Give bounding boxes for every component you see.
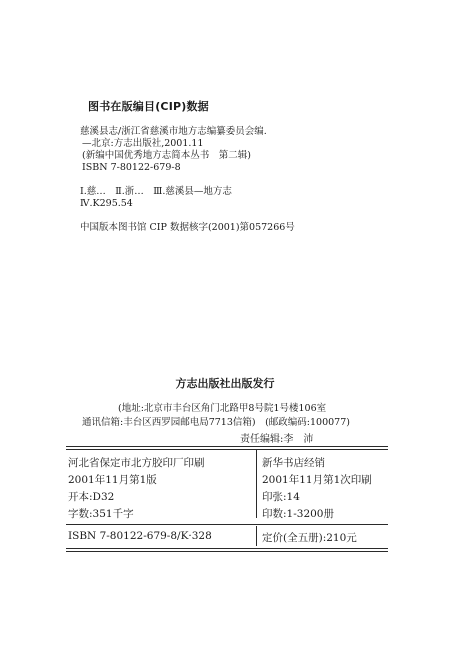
cip-subjects: Ⅰ.慈… Ⅱ.浙… Ⅲ.慈溪县—地方志: [80, 186, 232, 197]
cip-classification: Ⅳ.K295.54: [80, 198, 133, 209]
cip-entry-title: 慈溪县志/浙江省慈溪市地方志编纂委员会编.: [80, 126, 267, 137]
responsible-editor: 责任编辑:李 沛: [240, 434, 314, 445]
colophon-mid-rule: [66, 524, 388, 525]
distributor: 新华书店经销: [262, 457, 325, 469]
publisher-title: 方志出版社出版发行: [175, 377, 275, 390]
cip-series: (新编中国优秀地方志简本丛书 第二辑): [82, 150, 251, 161]
word-count: 字数:351千字: [68, 508, 134, 520]
price: 定价(全五册):210元: [262, 532, 357, 544]
printer: 河北省保定市北方胶印厂印刷: [68, 457, 205, 469]
print-run: 印数:1-3200册: [262, 508, 334, 520]
cip-title: 图书在版编目(CIP)数据: [88, 100, 209, 113]
printed-sheets: 印张:14: [262, 491, 300, 503]
colophon-bottom-rule: [66, 548, 388, 552]
printing: 2001年11月第1次印刷: [262, 474, 372, 486]
cip-publication-info: —北京:方志出版社,2001.11: [82, 138, 204, 149]
colophon-divider: [256, 450, 257, 518]
edition: 2001年11月第1版: [68, 474, 157, 486]
book-format: 开本:D32: [68, 491, 115, 503]
colophon-top-rule: [66, 446, 388, 450]
publisher-address: (地址:北京市丰台区角门北路甲8号院1号楼106室: [118, 403, 327, 414]
isbn-code: ISBN 7-80122-679-8/K·328: [68, 530, 212, 542]
cip-isbn: ISBN 7-80122-679-8: [82, 162, 181, 173]
publisher-mailbox: 通讯信箱:丰台区西罗园邮电局7713信箱) (邮政编码:100077): [82, 417, 350, 428]
colophon-divider-bottom: [256, 526, 257, 546]
cip-record-number: 中国版本图书馆 CIP 数据核字(2001)第057266号: [80, 222, 295, 233]
